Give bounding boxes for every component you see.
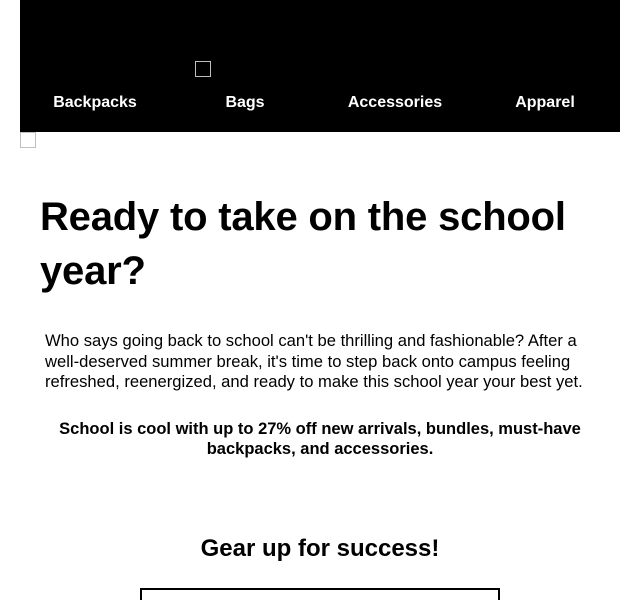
promo-text: School is cool with up to 27% off new arrivals, bundles, must-have backpacks, and accessories. [59, 419, 581, 458]
nav-link-backpacks[interactable]: Backpacks [53, 94, 137, 111]
section-title: Gear up for success! [200, 534, 440, 562]
hero-image[interactable] [20, 132, 36, 148]
header-bar [20, 0, 620, 132]
hero-headline: Ready to take on the school year? [40, 195, 566, 293]
nav-link-accessories[interactable]: Accessories [347, 94, 443, 111]
main-nav [20, 91, 620, 115]
logo-image[interactable] [195, 61, 211, 77]
email-container [20, 0, 620, 600]
hero-body-text: Who says going back to school can't be thrilling and fashionable? After a well-deserved summer break, it's time to step back onto campus feeling refreshed, reenergized, and ready to make this school year your best yet. [45, 331, 583, 391]
gear-box-outline [140, 588, 500, 600]
nav-link-bags[interactable]: Bags [225, 94, 265, 111]
nav-link-apparel[interactable]: Apparel [515, 94, 575, 111]
